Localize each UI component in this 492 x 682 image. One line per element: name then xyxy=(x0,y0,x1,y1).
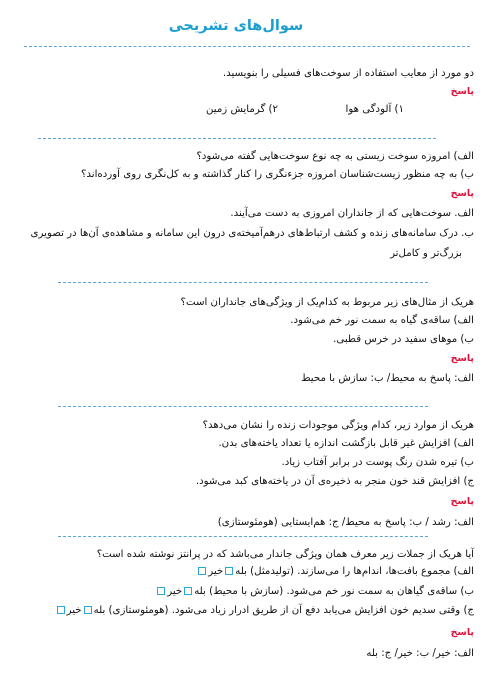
divider xyxy=(38,138,436,139)
no-label: خیر xyxy=(167,586,183,597)
q2-answer-b: ب. درک سامانه‌های زنده و کشف ارتباط‌های درهم‌آمیخته‌ی درون این سامانه و مشاهده‌ی آن‌ها در تصویری xyxy=(30,228,474,239)
q1-answer-label: پاسخ xyxy=(450,86,474,97)
no-checkbox[interactable] xyxy=(157,587,165,595)
q5-question: آیا هریک از جملات زیر معرف همان ویژگی جاندار می‌باشد که در پرانتز نوشته شده است؟ xyxy=(96,549,474,560)
q3-answer-label: پاسخ xyxy=(450,353,474,364)
q5-part-a: الف) مجموع بافت‌ها، اندام‌ها را می‌سازند. (تولیدمثل) بله xyxy=(235,566,474,577)
divider xyxy=(58,406,428,407)
q5-answer-label: پاسخ xyxy=(450,627,474,638)
q3-part-a: الف) ساقه‌ی گیاه به سمت نور خم می‌شود. xyxy=(290,315,474,326)
q4-part-b: ب) تیره شدن رنگ پوست در برابر آفتاب زیاد. xyxy=(281,457,474,468)
q5-part-c: ج) وقتی سدیم خون افزایش می‌یابد دفع آن از طریق ادرار زیاد می‌شود. (هومئوستازی) بله xyxy=(93,605,474,616)
divider xyxy=(24,46,470,47)
q5-part-c-row xyxy=(55,605,474,616)
q4-part-c: ج) افزایش قند خون منجر به ذخیره‌ی آن در یاخته‌های کبد می‌شود. xyxy=(195,476,474,487)
q5-part-a-row xyxy=(196,566,474,577)
divider xyxy=(58,536,428,537)
q2-part-a: الف) امروزه سوخت زیستی به چه نوع سوخت‌هایی گفته می‌شود؟ xyxy=(196,151,474,162)
yes-checkbox[interactable] xyxy=(225,567,233,575)
q2-answer-a: الف. سوخت‌هایی که از جانداران امروزی به دست می‌آیند. xyxy=(230,208,474,219)
q4-question: هریک از موارد زیر، کدام ویژگی موجودات زنده را نشان می‌دهد؟ xyxy=(202,420,474,431)
q5-part-b: ب) ساقه‌ی گیاهان به سمت نور خم می‌شود. (سازش با محیط) بله xyxy=(194,586,474,597)
yes-checkbox[interactable] xyxy=(184,587,192,595)
no-label: خیر xyxy=(66,605,82,616)
q3-answer: الف: پاسخ به محیط/ ب: سازش با محیط xyxy=(301,373,474,384)
q1-item-2: ۲) گرمایش زمین xyxy=(206,104,278,115)
q3-question: هریک از مثال‌های زیر مربوط به کدام‌یک از ویژگی‌های جانداران است؟ xyxy=(180,297,474,308)
divider xyxy=(58,282,428,283)
no-checkbox[interactable] xyxy=(198,567,206,575)
q4-answer-label: پاسخ xyxy=(450,496,474,507)
q2-part-b: ب) به چه منظور زیست‌شناسان امروزه جزءنگری را کنار گذاشته و به کل‌نگری روی آورده‌اند؟ xyxy=(81,169,474,180)
yes-checkbox[interactable] xyxy=(84,606,92,614)
q4-answer: الف: رشد / ب: پاسخ به محیط/ ج: هم‌ایستایی (هومئوستازی) xyxy=(217,517,474,528)
no-checkbox[interactable] xyxy=(57,606,65,614)
q1-item-1: ۱) آلودگی هوا xyxy=(345,104,404,115)
q5-answer: الف: خیر/ ب: خیر/ ج: بله xyxy=(366,648,474,659)
q2-answer-label: پاسخ xyxy=(450,188,474,199)
q3-part-b: ب) موهای سفید در خرس قطبی. xyxy=(333,334,474,345)
q4-part-a: الف) افزایش غیر قابل بازگشت اندازه یا تعداد یاخته‌های بدن. xyxy=(218,438,474,449)
page-title: سوال‌های تشریحی xyxy=(168,18,304,34)
q5-part-b-row xyxy=(155,586,474,597)
no-label: خیر xyxy=(208,566,224,577)
q1-question: دو مورد از معایب استفاده از سوخت‌های فسیلی را بنویسید. xyxy=(222,68,474,79)
q2-answer-b-cont: بزرگ‌تر و کامل‌تر xyxy=(390,248,462,259)
